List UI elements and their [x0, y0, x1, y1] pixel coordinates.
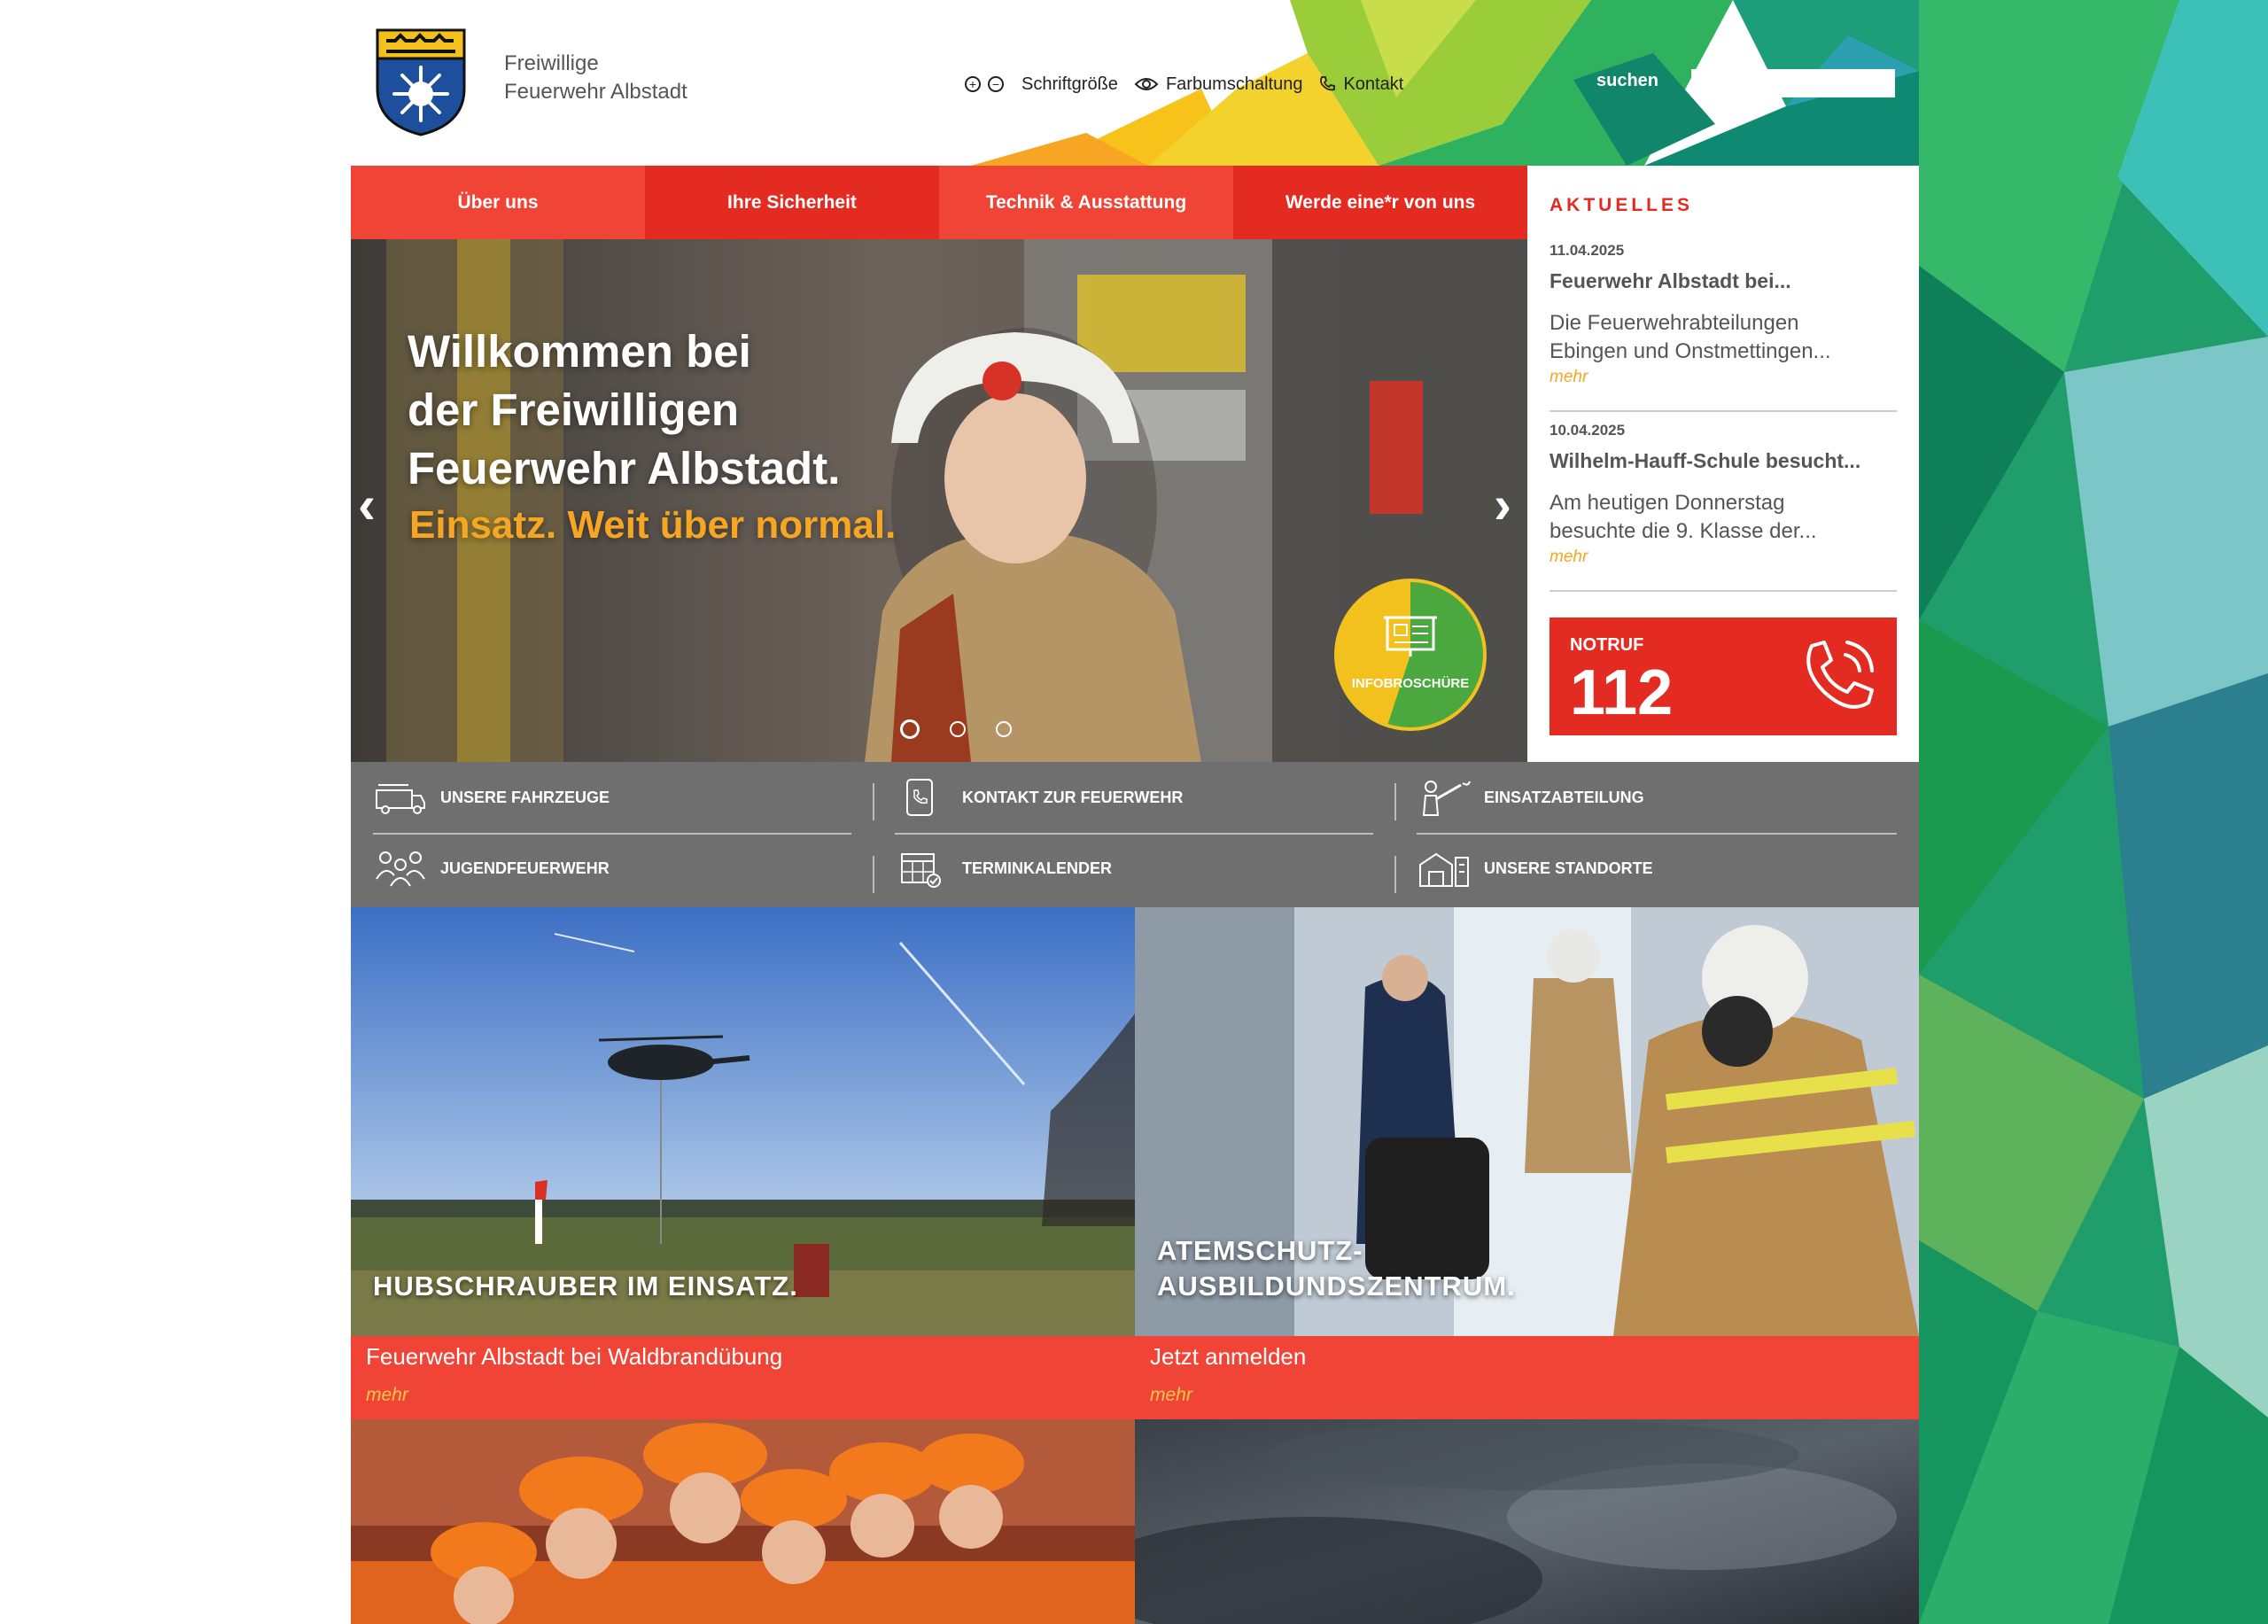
quicklink-jugendfeuerwehr[interactable] — [373, 849, 610, 888]
quicklink-terminkalender[interactable] — [895, 849, 1112, 888]
main-nav — [351, 166, 1527, 239]
quicklink-separator — [873, 856, 874, 893]
tile-title[interactable]: Feuerwehr Albstadt bei Waldbrandübung — [366, 1343, 783, 1370]
tile-more-link[interactable]: mehr — [1150, 1385, 1192, 1405]
toolbar — [965, 71, 1403, 97]
nav-item-werde-mitglied[interactable]: Werde eine*r von uns — [1233, 166, 1527, 239]
phone-ringing-icon — [1796, 633, 1881, 719]
search-label: suchen — [1596, 71, 1659, 90]
hero-subline: Einsatz. Weit über normal. — [409, 503, 897, 547]
tile-caption-bar — [351, 1336, 1135, 1419]
news-more-link[interactable]: mehr — [1550, 548, 1588, 566]
search-input[interactable] — [1691, 69, 1895, 97]
group-icon — [373, 849, 428, 888]
contact-link[interactable] — [1318, 74, 1403, 95]
news-sidebar-title: AKTUELLES — [1550, 195, 1693, 215]
font-size-control — [965, 74, 1118, 95]
slider-dots — [900, 721, 1012, 739]
quicklink-label: UNSERE STANDORTE — [1484, 859, 1653, 877]
tile-heading-line1: ATEMSCHUTZ- — [1157, 1235, 1363, 1266]
tile-jugend-photo[interactable] — [351, 1419, 1135, 1624]
slider-dot-3[interactable] — [996, 721, 1012, 737]
storm-clouds-image — [1135, 1419, 1919, 1624]
emergency-call-box[interactable] — [1550, 618, 1897, 735]
news-more-link[interactable]: mehr — [1550, 368, 1588, 386]
news-excerpt-line1: Am heutigen Donnerstag — [1550, 491, 1785, 515]
news-excerpt-line2: Ebingen und Onstmettingen... — [1550, 339, 1831, 363]
contact-label: Kontakt — [1343, 74, 1404, 94]
site-name-line1: Freiwillige — [504, 51, 599, 75]
news-date: 10.04.2025 — [1550, 422, 1626, 439]
eye-icon — [1134, 76, 1159, 92]
site-name[interactable] — [504, 50, 687, 106]
tile-atemschutz[interactable] — [1135, 907, 1919, 1419]
coat-of-arms-logo[interactable] — [374, 27, 468, 138]
tile-heading — [1157, 1233, 1516, 1304]
hero-line1: Willkommen bei — [408, 326, 751, 377]
nav-item-technik[interactable]: Technik & Ausstattung — [939, 166, 1233, 239]
slider-dot-2[interactable] — [950, 721, 966, 737]
slider-next-button[interactable]: › — [1494, 475, 1511, 534]
quicklink-separator — [1394, 783, 1396, 820]
slider-dot-1[interactable] — [900, 719, 920, 739]
quicklink-divider — [895, 833, 1373, 835]
building-icon — [1417, 849, 1472, 888]
quicklink-divider — [373, 833, 851, 835]
phone-icon — [1318, 75, 1336, 93]
quicklink-separator — [1394, 856, 1396, 893]
quicklink-divider — [1417, 833, 1897, 835]
site-name-line2: Feuerwehr Albstadt — [504, 80, 687, 104]
infobroschuere-badge[interactable] — [1334, 579, 1487, 731]
quicklink-label: UNSERE FAHRZEUGE — [440, 788, 610, 806]
slider-prev-button[interactable]: ‹ — [358, 475, 376, 534]
nav-item-ueber-uns[interactable]: Über uns — [351, 166, 645, 239]
news-title[interactable]: Feuerwehr Albstadt bei... — [1550, 269, 1791, 292]
quicklink-label: TERMINKALENDER — [962, 859, 1112, 877]
news-sidebar — [1527, 166, 1919, 762]
hero-headline — [408, 322, 840, 498]
emergency-number: 112 — [1570, 657, 1674, 728]
news-date: 11.04.2025 — [1550, 242, 1625, 259]
quicklink-standorte[interactable] — [1417, 849, 1653, 888]
tile-title[interactable]: Jetzt anmelden — [1150, 1343, 1307, 1370]
youth-group-image — [351, 1419, 1135, 1624]
tile-more-link[interactable]: mehr — [366, 1385, 408, 1405]
hero-line2: der Freiwilligen — [408, 385, 740, 435]
header — [351, 0, 1919, 166]
quicklink-kontakt[interactable] — [895, 778, 1183, 817]
tile-storm-photo[interactable] — [1135, 1419, 1919, 1624]
nav-item-ihre-sicherheit[interactable]: Ihre Sicherheit — [645, 166, 939, 239]
font-size-label: Schriftgröße — [1021, 74, 1118, 94]
news-excerpt-line2: besuchte die 9. Klasse der... — [1550, 519, 1817, 543]
firefighter-hose-icon — [1417, 778, 1472, 817]
calendar-icon — [895, 849, 950, 888]
quicklink-label: JUGENDFEUERWEHR — [440, 859, 610, 877]
quicklink-fahrzeuge[interactable] — [373, 778, 610, 817]
zoom-out-icon[interactable]: − — [988, 76, 1004, 92]
quicklinks — [351, 762, 1919, 907]
brochure-icon — [1382, 610, 1439, 658]
news-title[interactable]: Wilhelm-Hauff-Schule besucht... — [1550, 449, 1861, 472]
quicklink-label: KONTAKT ZUR FEUERWEHR — [962, 788, 1184, 806]
contrast-toggle[interactable] — [1134, 74, 1303, 95]
zoom-in-icon[interactable]: + — [965, 76, 981, 92]
quicklink-separator — [873, 783, 874, 820]
tile-hubschrauber[interactable] — [351, 907, 1135, 1419]
quicklink-einsatzabteilung[interactable] — [1417, 778, 1644, 817]
tile-heading: HUBSCHRAUBER IM EINSATZ. — [373, 1270, 798, 1302]
page — [351, 0, 1919, 1624]
emergency-label: NOTRUF — [1570, 635, 1644, 655]
news-divider — [1550, 590, 1897, 592]
news-divider — [1550, 410, 1897, 412]
tile-heading-line2: AUSBILDUNDSZENTRUM. — [1157, 1270, 1516, 1302]
quicklink-label: EINSATZABTEILUNG — [1484, 788, 1644, 806]
hero-slider — [351, 239, 1527, 762]
fire-truck-icon — [373, 778, 428, 817]
contrast-label: Farbumschaltung — [1165, 74, 1303, 94]
news-item[interactable] — [1550, 242, 1897, 387]
hero-line3: Feuerwehr Albstadt. — [408, 443, 841, 493]
tile-caption-bar — [1135, 1336, 1919, 1419]
news-excerpt-line1: Die Feuerwehrabteilungen — [1550, 311, 1799, 335]
badge-label: INFOBROSCHÜRE — [1351, 676, 1470, 691]
phone-icon — [895, 778, 950, 817]
news-item[interactable] — [1550, 422, 1897, 567]
